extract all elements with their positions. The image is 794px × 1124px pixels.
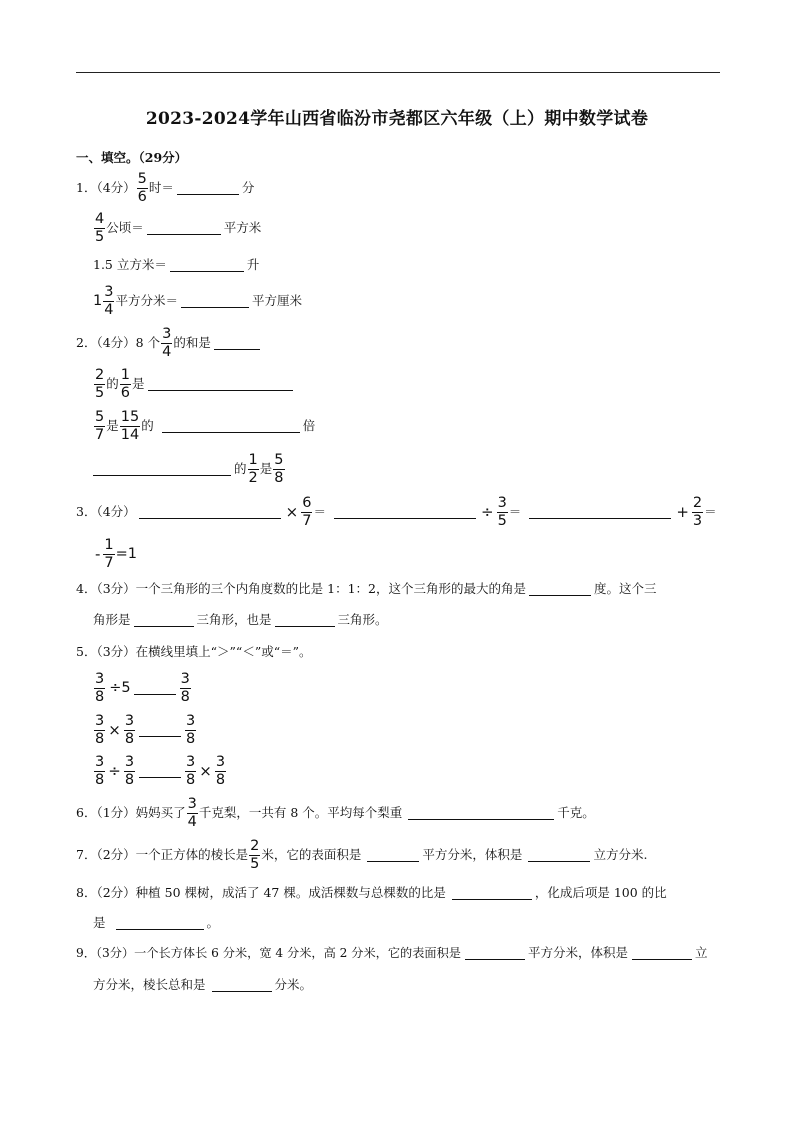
- q1-line-a: 1．（4分） $\frac{5}{6}$ 时＝ 分: [76, 171, 255, 205]
- fraction: $\frac{3}{4}$: [104, 284, 114, 318]
- q4-line-b: 角形是 三角形，也是 三角形。: [93, 612, 388, 628]
- q3-line-a: 3．（4分） × $\frac{6}{7}$ ＝ ÷ $\frac{3}{5}$ ＝ + $\frac{2}{3}$ ＝: [76, 495, 717, 529]
- answer-blank[interactable]: [170, 259, 244, 272]
- fraction: $\frac{2}{5}$: [250, 838, 260, 872]
- answer-blank[interactable]: [465, 947, 525, 960]
- q8-line-a: 8．（2分）种植 50 棵树，成活了 47 棵。成活棵数与总棵数的比是 ，化成后项是 100 的比: [76, 885, 667, 901]
- fraction: $\frac{3}{8}$: [180, 671, 190, 705]
- answer-blank[interactable]: [116, 917, 204, 930]
- q8-line-b: 是 。: [93, 915, 220, 931]
- answer-blank[interactable]: [529, 583, 591, 596]
- fraction: $\frac{1}{6}$: [120, 367, 130, 401]
- comparison-blank[interactable]: [139, 724, 181, 737]
- fraction: $\frac{3}{5}$: [497, 495, 507, 529]
- q7-line: 7．（2分）一个正方体的棱长是 $\frac{2}{5}$ 米，它的表面积是 平方分米，体积是 立方分米.: [76, 838, 648, 872]
- answer-blank[interactable]: [181, 295, 249, 308]
- answer-blank[interactable]: [148, 378, 293, 391]
- answer-blank[interactable]: [139, 506, 281, 519]
- q2-line-b: $\frac{2}{5}$ 的 $\frac{1}{6}$ 是: [93, 368, 296, 400]
- q9-line-a: 9．（3分）一个长方体长 6 分米，宽 4 分米，高 2 分米，它的表面积是 平方分米，体积是 立: [76, 945, 708, 961]
- answer-blank[interactable]: [162, 420, 300, 433]
- q2-line-a: 2．（4分） 8 个 $\frac{3}{4}$ 的和是: [76, 327, 263, 359]
- fraction: $\frac{3}{8}$: [186, 713, 196, 747]
- answer-blank[interactable]: [177, 182, 239, 195]
- q2-line-c: $\frac{5}{7}$ 是 $\frac{15}{14}$ 的 倍: [95, 409, 316, 443]
- fraction: $\frac{5}{8}$: [274, 452, 284, 486]
- comparison-blank[interactable]: [139, 765, 181, 778]
- q4-line-a: 4．（3分）一个三角形的三个内角度数的比是 1：1：2，这个三角形的最大的角是 度。这个三: [76, 581, 657, 597]
- fraction: $\frac{2}{5}$: [95, 367, 105, 401]
- q9-line-b: 方分米，棱长总和是 分米。: [93, 977, 313, 993]
- answer-blank[interactable]: [528, 849, 590, 862]
- question-number: 3．（4分）: [76, 503, 136, 519]
- answer-blank[interactable]: [275, 614, 335, 627]
- q3-line-b: - $\frac{1}{7}$ =1: [95, 537, 138, 571]
- fraction: $\frac{3}{8}$: [124, 713, 135, 747]
- answer-blank[interactable]: [367, 849, 419, 862]
- fraction: $\frac{15}{14}$: [120, 409, 140, 443]
- page-title: 2023-2024学年山西省临汾市尧都区六年级（上）期中数学试卷: [145, 109, 649, 129]
- q5-row-1: $\frac{3}{8}$ ÷5 $\frac{3}{8}$: [95, 671, 190, 705]
- fraction: $\frac{4}{5}$: [95, 211, 105, 245]
- answer-blank[interactable]: [93, 463, 231, 476]
- answer-blank[interactable]: [212, 979, 272, 992]
- answer-blank[interactable]: [632, 947, 692, 960]
- q5-row-2: $\frac{3}{8}$ × $\frac{3}{8}$ $\frac{3}{8}$: [95, 713, 196, 747]
- fraction: $\frac{6}{7}$: [302, 495, 312, 529]
- fraction: $\frac{3}{8}$: [95, 754, 105, 788]
- header-rule: [76, 72, 720, 73]
- fraction: $\frac{1}{7}$: [104, 537, 114, 571]
- answer-blank[interactable]: [134, 614, 194, 627]
- fraction: $\frac{3}{8}$: [95, 713, 105, 747]
- answer-blank[interactable]: [452, 887, 532, 900]
- q5-row-3: $\frac{3}{8}$ ÷ $\frac{3}{8}$ $\frac{3}{8}$ × $\frac{3}{8}$: [95, 754, 226, 788]
- q1-line-c: 1.5 立方米＝ 升: [93, 257, 260, 273]
- fraction: $\frac{1}{2}$: [248, 452, 258, 486]
- q1-line-d: 1 $\frac{3}{4}$ 平方分米＝ 平方厘米: [93, 284, 302, 318]
- q2-line-d: 的 $\frac{1}{2}$ 是 $\frac{5}{8}$: [93, 453, 286, 485]
- comparison-blank[interactable]: [134, 682, 176, 695]
- fraction: $\frac{3}{8}$: [186, 754, 196, 788]
- answer-blank[interactable]: [529, 506, 671, 519]
- q6-line: 6．（1分）妈妈买了 $\frac{3}{4}$ 千克梨，一共有 8 个。平均每个梨重 千克。: [76, 796, 595, 830]
- answer-blank[interactable]: [147, 222, 221, 235]
- fraction: $\frac{2}{3}$: [692, 495, 703, 529]
- fraction: $\frac{3}{4}$: [187, 796, 197, 830]
- q5-prompt: 5．（3分）在横线里填上“＞”“＜”或“＝”。: [76, 644, 312, 659]
- fraction: $\frac{5}{7}$: [95, 409, 105, 443]
- q1-line-b: $\frac{4}{5}$ 公顷＝ 平方米: [95, 211, 262, 245]
- question-number: 2．（4分）: [76, 334, 136, 350]
- fraction: $\frac{3}{8}$: [215, 754, 226, 788]
- question-number: 1．（4分）: [76, 179, 136, 195]
- answer-blank[interactable]: [334, 506, 476, 519]
- answer-blank[interactable]: [408, 807, 554, 820]
- section-heading: 一、填空。（29分）: [76, 150, 188, 165]
- fraction: $\frac{3}{8}$: [95, 671, 105, 705]
- answer-blank[interactable]: [214, 337, 260, 350]
- fraction: $\frac{3}{8}$: [124, 754, 135, 788]
- fraction: $\frac{3}{4}$: [162, 326, 172, 360]
- fraction: $\frac{5}{6}$: [137, 171, 147, 205]
